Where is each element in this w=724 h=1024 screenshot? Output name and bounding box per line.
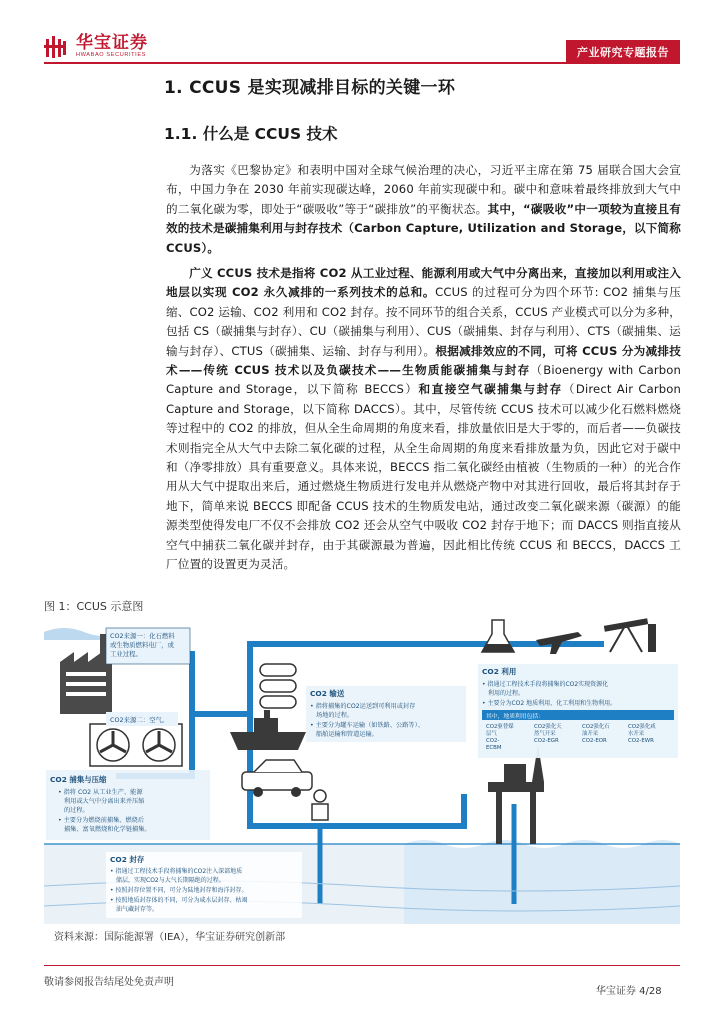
source1-title: CO2来源一：化石燃料 xyxy=(110,632,175,640)
use-cell-4-line2: 水开采 xyxy=(628,731,645,737)
figure-caption: 图 1：CCUS 示意图 xyxy=(44,600,144,613)
capture-bullet1-b: 利用或大气中分离出来并压缩 xyxy=(64,798,145,805)
header-divider xyxy=(44,62,680,64)
transport-title: CO2 输送 xyxy=(310,689,345,698)
use-table-header: 其中，地质利用包括： xyxy=(486,714,544,720)
para2-text-3: （Direct Air Carbon Capture and Storage，以下简称 DACCS）。其中，尽管传统 CCUS 技术可以减少化石燃料燃烧等过程中的 CO2 的排放，但从全生命周期的角度来看，排放量依旧是大于零的，而后者——负碳技术则指完全从大气中去除二氧化碳的过程，从全生命周期的角度来看排放量为负，因此它对于碳中和（净零排放）具有重要意义。具体来说，BECCS 指二氧化碳经由植被（生物质的一种）的光合作用从大气中提取出来后，通过燃烧生物质进行发电并从燃烧产物中对其进行回收，最后将其封存于地下，简单来说 BECCS 即配备 CCUS 技术的生物质发电站，通过改变二氧化碳来源（碳源）的能源类型使得发电厂不仅不会排放 CO2 还会从空气中吸收 CO2 封存于地下；而 DACCS 则指直接从空气中捕获二氧化碳并封存，由于其碳源最为普遍，因此相比传统 CCUS 和 BECCS，DACCS 工厂位置的设置更为灵活。 xyxy=(166,382,681,572)
use-cell-3-line1: CO2强化石 xyxy=(582,724,610,730)
figure-source: 资料来源：国际能源署（IEA），华宝证券研究创新部 xyxy=(54,932,286,943)
use-bullet1-b: 利用的过程。 xyxy=(488,690,525,697)
source1-line2: 或生物质燃料电厂，或 xyxy=(110,641,174,649)
page-header xyxy=(0,0,724,68)
footer-divider xyxy=(44,965,680,966)
capture-bullet1-a: • 指将 CO2 从工业生产、能源 xyxy=(58,789,143,796)
storage-bullet2: • 按照封存位置不同，可分为陆地封存和海洋封存。 xyxy=(110,887,248,894)
transport-bullet1-b: 场地的过程。 xyxy=(316,712,354,719)
use-cell-1-line2: 层气 xyxy=(486,731,497,737)
capture-bullet2-b: 捕集、富氧燃烧和化学链捕集。 xyxy=(64,826,151,833)
use-bullet1-a: • 指通过工程技术手段将捕集的CO2实现资源化 xyxy=(482,681,609,688)
use-cell-2-line2: 然气开采 xyxy=(534,731,556,737)
para2-text-1: CCUS 的过程可分为四个环节: CO2 捕集与压缩、CO2 运输、CO2 利用和 CO2 封存。按不同环节的组合关系，CCUS 产业模式可以分为多种，包括 CS（碳捕集与封存）、CU（碳捕集与利用）、CUS（碳捕集、封存与利用）、CTS（碳捕集、运输与封存）、CTUS（碳捕集、运输、封存与利用）。 xyxy=(166,285,681,358)
use-cell-2-line1: CO2强化天 xyxy=(534,724,562,730)
pipeline-icon xyxy=(260,664,296,708)
source2-label: CO2来源二：空气。 xyxy=(110,716,169,724)
use-cell-1-line4: ECBM xyxy=(486,745,502,751)
capture-bullet1-c: 的过程。 xyxy=(64,807,89,814)
storage-title: CO2 封存 xyxy=(110,855,145,864)
use-title: CO2 利用 xyxy=(482,667,517,676)
capture-title: CO2 捕集与压缩 xyxy=(50,775,107,784)
logo-cn-text: 华宝证券 xyxy=(76,33,148,53)
transport-bullet2-b: 船舶运输和管道运输。 xyxy=(316,731,378,738)
transport-bullet2-a: • 主要分为罐车运输（如铁路、公路等）、 xyxy=(310,722,424,729)
para1-bold-1: 其中，“碳吸收”中一项较为直接且有效的技术是碳捕集利用与封存技术（Carbon Capture, Utilization and Storage，以下简称 CCUS）。 xyxy=(166,201,681,255)
storage-bullet1-a: • 指通过工程技术手段将捕集的CO2注入深部地质 xyxy=(110,868,243,875)
company-logo xyxy=(44,34,148,59)
section-heading: 1. CCUS 是实现减排目标的关键一环 xyxy=(164,78,456,98)
storage-bullet3-b: 油气藏封存等。 xyxy=(116,906,159,913)
logo-mark-icon xyxy=(44,35,72,59)
air-capture-fans-icon xyxy=(90,724,182,766)
para2-text-2: （Bioenergy with Carbon Capture and Storage，以下简称 BECCS） xyxy=(166,363,681,397)
valve-icon xyxy=(312,790,328,820)
use-cell-4-line1: CO2强化咸 xyxy=(628,724,656,730)
footer-page-number: 华宝证券 4/28 xyxy=(596,986,662,997)
use-cell-1-line3: CO2- xyxy=(486,738,500,744)
source1-line3: 工业过程。 xyxy=(110,650,142,658)
logo-en-text: HWABAO SECURITIES xyxy=(76,52,146,58)
para2-bold-2: 根据减排效应的不同，可将 CCUS 分为减排技术——传统 CCUS 技术以及负碳技术——生物质能碳捕集与封存 xyxy=(166,343,681,378)
use-cell-3-line2: 油开采 xyxy=(582,731,599,737)
paragraph-1 xyxy=(166,161,681,258)
use-cell-2-line3: CO2-EGR xyxy=(534,738,559,744)
report-type-tag: 产业研究专题报告 xyxy=(566,40,680,64)
transport-bullet1-a: • 指将捕集的CO2运送到可利用或封存 xyxy=(310,703,416,710)
subsection-heading: 1.1. 什么是 CCUS 技术 xyxy=(164,125,338,143)
use-cell-4-line3: CO2-EWR xyxy=(628,738,654,744)
use-cell-1-line1: CO2驱替煤 xyxy=(486,724,514,730)
storage-bullet1-b: 储层，实现CO2与大气长期隔绝的过程。 xyxy=(116,877,225,884)
use-bullet2: • 主要分为CO2 地质利用、化工利用和生物利用。 xyxy=(482,700,617,707)
capture-bullet2-a: • 主要分为燃烧前捕集、燃烧后 xyxy=(58,817,145,824)
para2-bold-1: 广义 CCUS 技术是指将 CO2 从工业过程、能源利用或大气中分离出来，直接加以利用或注入地层以实现 CO2 永久减排的一系列技术的总和。 xyxy=(166,266,681,300)
footer-disclaimer: 敬请参阅报告结尾处免责声明 xyxy=(44,977,174,988)
paragraph-2 xyxy=(166,264,681,575)
storage-bullet3-a: • 按照地质封存体的不同，可分为咸水层封存、枯竭 xyxy=(110,897,248,904)
ccus-diagram xyxy=(44,614,680,924)
para1-text-1: 为落实《巴黎协定》和表明中国对全球气候治理的决心，习近平主席在第 75 届联合国大会宣布，中国力争在 2030 年前实现碳达峰，2060 年前实现碳中和。碳中和意味着最终排放到大气中的二氧化碳为零，即处于“碳吸收”等于“碳排放”的平衡状态。 xyxy=(166,163,681,216)
para2-bold-3: 和直接空气碳捕集与封存 xyxy=(418,382,563,397)
use-cell-3-line3: CO2-EOR xyxy=(582,738,607,744)
